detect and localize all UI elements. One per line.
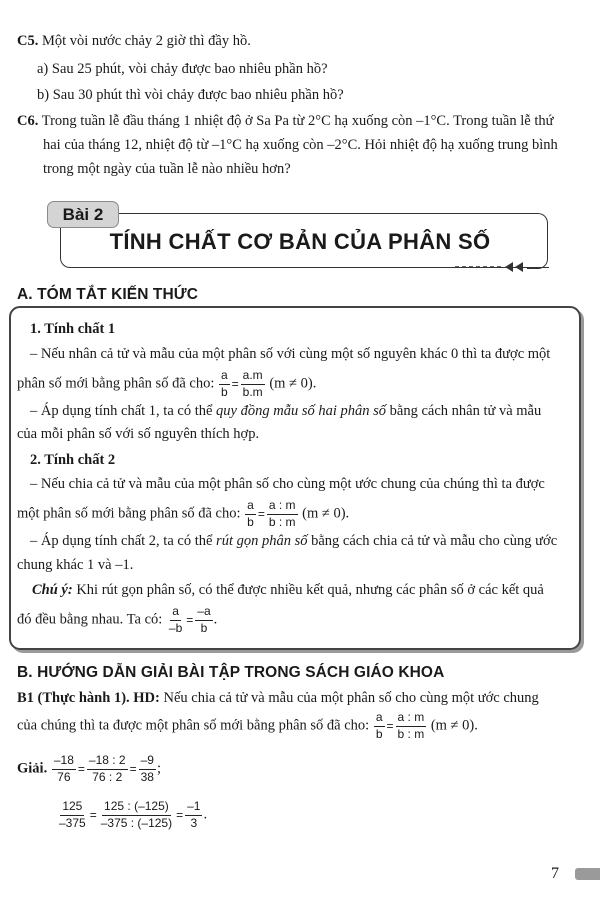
property-2-line2: một phân số mới bằng phân số đã cho: bbox=[17, 505, 241, 522]
equals-sign: = bbox=[176, 808, 184, 823]
note-label: Chú ý: bbox=[32, 582, 73, 598]
solution-label: Giải. bbox=[17, 760, 48, 777]
property-2-line3: – Áp dụng tính chất 2, ta có thể rút gọn phân số bằng cách chia cả tử và mẫu cho cùng ước bbox=[30, 533, 558, 549]
lesson-title-frame-top bbox=[117, 213, 537, 214]
exercise-c5 bbox=[17, 33, 251, 50]
property-1-formula-line bbox=[17, 369, 316, 400]
fraction: $\frac{-a}{b}$ bbox=[197, 604, 211, 635]
fraction: $\frac{a}{-b}$ bbox=[168, 604, 183, 635]
solution-step-2: $\frac{125}{-375}$ = $\frac{125 : (-125)}{-375 : (-125)}$ = $\frac{-1}{3}$ . bbox=[59, 799, 208, 830]
fraction: $\frac{a}{b}$ bbox=[375, 710, 383, 741]
equals-sign: = bbox=[77, 762, 85, 777]
c6-line3: trong một ngày của tuần lễ nào nhiều hơn? bbox=[43, 161, 291, 177]
b1-formula-line bbox=[17, 711, 478, 742]
solution-step-1: Giải. $\frac{-18}{76}$ = $\frac{-18 : 2}{76 : 2}$ = $\frac{-9}{38}$ ; bbox=[17, 753, 161, 784]
c5-question-a: a) Sau 25 phút, vòi chảy được bao nhiêu phần hồ? bbox=[37, 61, 328, 77]
dashed-arrow-decoration bbox=[455, 260, 525, 274]
note-line1: Chú ý: Khi rút gọn phân số, có thể được nhiều kết quả, nhưng các phân số ở các kết quả bbox=[32, 582, 544, 598]
condition: (m ≠ 0). bbox=[269, 375, 317, 392]
c6-line1: Trong tuần lễ đầu tháng 1 nhiệt độ ở Sa Pa từ 2°C hạ xuống còn –1°C. Trong tuần lễ thứ bbox=[41, 113, 554, 129]
lesson-title: TÍNH CHẤT CƠ BẢN CỦA PHÂN SỐ bbox=[109, 229, 491, 254]
fraction: $\frac{a.m}{b.m}$ bbox=[242, 368, 263, 399]
section-a-heading: A. TÓM TẮT KIẾN THỨC bbox=[17, 286, 199, 303]
exercise-c6 bbox=[17, 113, 553, 130]
fraction: $\frac{-18 : 2}{76 : 2}$ bbox=[88, 753, 126, 784]
property-2-line4: chung khác 1 và –1. bbox=[17, 557, 134, 573]
condition: (m ≠ 0). bbox=[430, 717, 478, 734]
property-2-line1: – Nếu chia cả tử và mẫu của một phân số cho cùng một ước chung của chúng thì ta được bbox=[30, 476, 545, 492]
fraction: $\frac{-1}{3}$ bbox=[187, 799, 201, 830]
property-1-line1: – Nếu nhân cả tử và mẫu của một phân số với cùng một số nguyên khác 0 thì ta được một bbox=[30, 346, 551, 362]
property-1-line3: – Áp dụng tính chất 1, ta có thể quy đồng mẫu số hai phân số bằng cách nhân tử và mẫu bbox=[30, 403, 542, 419]
c5-label: C5. bbox=[17, 33, 39, 49]
fraction: $\frac{a : m}{b : m}$ bbox=[397, 710, 425, 741]
b1-line2: của chúng thì ta được một phân số mới bằng phân số đã cho: bbox=[17, 717, 370, 734]
c6-label: C6. bbox=[17, 113, 39, 129]
fraction: $\frac{-9}{38}$ bbox=[140, 753, 154, 784]
page-number: 7 bbox=[551, 865, 559, 882]
property-1-line4: của mỗi phân số với số nguyên thích hợp. bbox=[17, 426, 260, 442]
lesson-tag: Bài 2 bbox=[47, 201, 119, 228]
fraction: $\frac{125 : (-125)}{-375 : (-125)}$ bbox=[100, 799, 173, 830]
equals-sign: = bbox=[231, 377, 239, 392]
equals-sign: = bbox=[129, 762, 137, 777]
fraction: $\frac{125}{-375}$ bbox=[59, 799, 86, 830]
property-1-title: 1. Tính chất 1 bbox=[30, 321, 116, 337]
note-line2: đó đều bằng nhau. Ta có: bbox=[17, 611, 163, 628]
equals-sign: = bbox=[257, 507, 265, 522]
property-2-formula-line bbox=[17, 499, 349, 530]
b1-label: B1 (Thực hành 1). HD: bbox=[17, 690, 160, 706]
equals-sign: = bbox=[386, 719, 394, 734]
fraction: $\frac{-18}{76}$ bbox=[53, 753, 74, 784]
c6-line2: hai của tháng 12, nhiệt độ từ –1°C hạ xuống còn –2°C. Hỏi nhiệt độ hạ xuống trung bình bbox=[43, 137, 558, 153]
fraction: $\frac{a}{b}$ bbox=[220, 368, 228, 399]
b1-line1: B1 (Thực hành 1). HD: Nếu chia cả tử và mẫu của một phân số cho cùng một ước chung bbox=[17, 690, 539, 706]
c5-text: Một vòi nước chảy 2 giờ thì đầy hồ. bbox=[41, 33, 251, 49]
section-b-heading: B. HƯỚNG DẪN GIẢI BÀI TẬP TRONG SÁCH GIÁO KHOA bbox=[17, 664, 445, 681]
fraction: $\frac{a : m}{b : m}$ bbox=[268, 498, 296, 529]
note-formula-line: đó đều bằng nhau. Ta có: $\frac{a}{-b}$ = $\frac{-a}{b}$ . bbox=[17, 604, 218, 635]
page-edge-tab bbox=[575, 868, 600, 880]
property-2-title: 2. Tính chất 2 bbox=[30, 452, 116, 468]
fraction: $\frac{a}{b}$ bbox=[247, 498, 254, 529]
equals-sign: = bbox=[89, 808, 97, 823]
c5-question-b: b) Sau 30 phút thì vòi chảy được bao nhiêu phần hồ? bbox=[37, 87, 344, 103]
condition: (m ≠ 0). bbox=[302, 505, 350, 522]
property-1-line2: phân số mới bằng phân số đã cho: bbox=[17, 375, 215, 392]
equals-sign: = bbox=[186, 613, 194, 628]
